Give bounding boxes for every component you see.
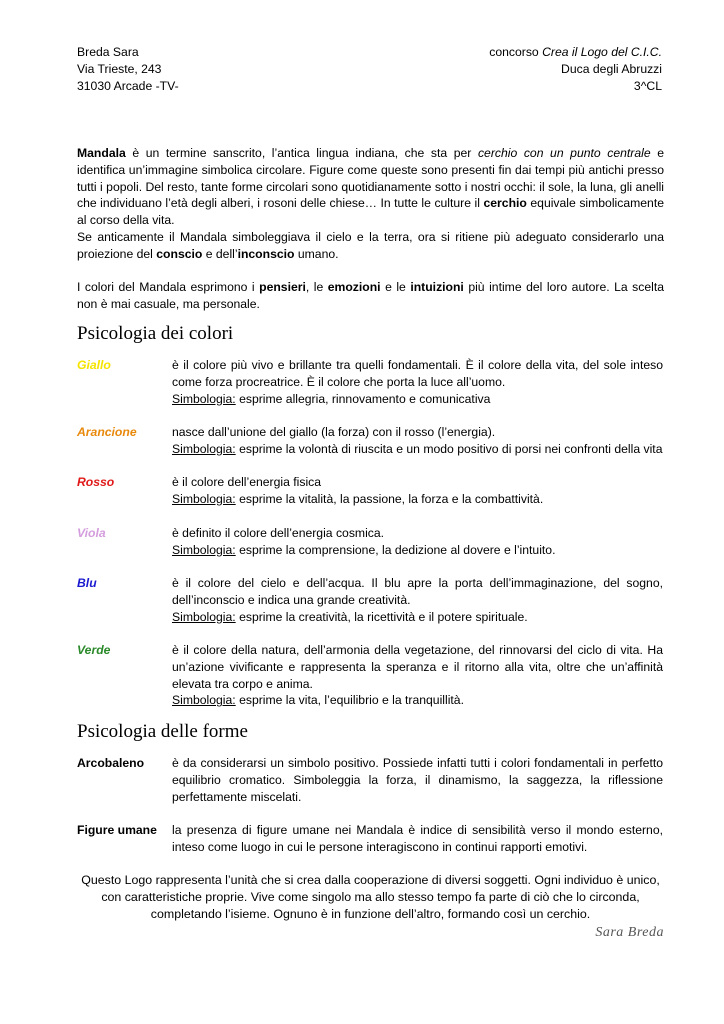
- color-desc-red: è il colore dell’energia fisica Simbologia: esprime la vitalità, la passione, la forza e la combattività.: [172, 475, 544, 506]
- sender-name: Breda Sara: [77, 45, 139, 59]
- intro-paragraph-3: I colori del Mandala esprimono i pensieri, le emozioni e le intuizioni più intime del loro autore. La scelta non è mai casuale, ma personale.: [77, 280, 664, 311]
- sender-city: 31030 Arcade -TV-: [77, 78, 179, 93]
- sender-street: Via Trieste, 243: [77, 61, 162, 76]
- school-name: Duca degli Abruzzi: [561, 61, 662, 76]
- shape-term-rainbow: Arcobaleno: [77, 756, 145, 770]
- color-desc-orange: nasce dall’unione del giallo (la forza) con il rosso (l’energia). Simbologia: esprime la volontà di riuscita e un modo positivo di porsi nei confronti della vita: [172, 425, 663, 456]
- color-desc-violet: è definito il colore dell’energia cosmica. Simbologia: esprime la comprensione, la dedizione al dovere e l’intuito.: [172, 526, 556, 557]
- contest-info: [342, 44, 662, 94]
- color-desc-yellow: è il colore più vivo e brillante tra quelli fondamentali. È il colore della vita, del sole inteso come forza procreatrice. È il colore che porta la luce all’uomo. Simbologia: esprime allegria, rinnovamento e comunicativa: [172, 358, 663, 406]
- intro-paragraph-2: Se anticamente il Mandala simboleggiava il cielo e la terra, ora si ritiene più adeguato considerarlo una proiezione del conscio e dell’inconscio umano.: [77, 230, 664, 261]
- section-title-shapes: Psicologia delle forme: [77, 721, 248, 742]
- color-term-blue: Blu: [77, 576, 97, 590]
- shape-desc-rainbow: è da considerarsi un simbolo positivo. Possiede infatti tutti i colori fondamentali in perfetto equilibrio cromatico. Simboleggia la forza, il dinamismo, la saggezza, la riflessione perfettamente miscelati.: [172, 756, 663, 804]
- contest-title: Crea il Logo del C.I.C.: [542, 45, 662, 59]
- closing-paragraph: Questo Logo rappresenta l’unità che si crea dalla cooperazione di diversi soggetti. Ogni individuo è unico, con caratteristiche proprie. Vive come singolo ma allo stesso tempo fa parte di ciò che lo circonda, completando l’isieme. Ognuno è in funzione dell’altro, formando così un cerchio.: [81, 873, 660, 921]
- color-term-yellow: Giallo: [77, 358, 111, 372]
- signature: Sara Breda: [595, 925, 664, 940]
- color-term-green: Verde: [77, 643, 111, 657]
- intro-paragraph-1: Mandala è un termine sanscrito, l’antica lingua indiana, che sta per cerchio con un punto centrale e identifica un’immagine simbolica circolare. Figure come queste sono presenti fin dai tempi più antichi presso tutti i popoli. Del resto, tante forme circolari sono quotidianamente sotto i nostri occhi: il sole, la luna, gli anelli che individuano l’età degli alberi, i rosoni delle chiese… In tutte le culture il cerchio equivale simbolicamente al corso della vita.: [77, 146, 664, 228]
- class-name: 3^CL: [633, 78, 662, 93]
- color-desc-blue: è il colore del cielo e dell’acqua. Il blu apre la porta dell’immaginazione, del sogno, dell’inconscio e indica una grande creatività. Simbologia: esprime la creatività, la ricettività e il potere spirituale.: [172, 576, 663, 624]
- color-term-red: Rosso: [77, 475, 115, 489]
- color-term-orange: Arancione: [77, 425, 137, 439]
- color-desc-green: è il colore della natura, dell’armonia della vegetazione, del rinnovarsi del ciclo di vita. Ha un’azione vivificante e rappresenta la speranza e il ritorno alla vita, oltre che un’affinità elevata tra corpo e anima. Simbologia: esprime la vita, l’equilibrio e la tranquillità.: [172, 643, 663, 708]
- color-term-violet: Viola: [77, 526, 106, 540]
- sender-address: [77, 44, 377, 94]
- contest-line: concorso Crea il Logo del C.I.C.: [489, 45, 662, 59]
- shape-desc-human-figures: la presenza di figure umane nei Mandala è indice di sensibilità verso il mondo esterno, inteso come luogo in cui le persone interagiscono in continui rapporti emotivi.: [172, 823, 663, 854]
- shape-term-human-figures: Figure umane: [77, 823, 157, 837]
- section-title-colors: Psicologia dei colori: [77, 323, 234, 344]
